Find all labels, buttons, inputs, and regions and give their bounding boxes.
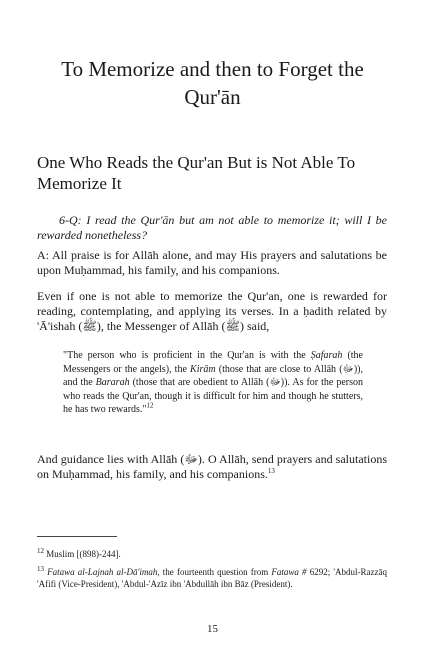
term-bararah: Bararah bbox=[95, 377, 130, 388]
footnote-number: 13 bbox=[37, 565, 44, 573]
section-title: One Who Reads the Qur'an But is Not Able To Memorize It bbox=[37, 153, 356, 193]
quote-text-3: (those that are close to Allāh ( bbox=[215, 363, 343, 375]
honorific-glyph: ﷻ bbox=[342, 363, 354, 375]
page-number: 15 bbox=[207, 623, 218, 635]
honorific-glyph: ﷺ bbox=[82, 319, 97, 333]
closing-text-1: And guidance lies with Allāh ( bbox=[37, 452, 185, 466]
honorific-glyph: ﷻ bbox=[269, 377, 281, 388]
footnote-fatawa: Fatawa # bbox=[271, 567, 307, 577]
quote-text-4: )), and the bbox=[63, 363, 363, 388]
footnote-text: Muslim [(898)-244]. bbox=[44, 549, 121, 559]
answer-paragraph: A: All praise is for Allāh alone, and may His prayers and salutations be upon Muḥammad, his family, and his companions. bbox=[37, 248, 387, 277]
footnote-divider bbox=[37, 536, 117, 537]
explanation-text-2: ), the Messenger of Allāh ( bbox=[96, 319, 226, 333]
quote-text-5: (those that are obedient to Allāh ( bbox=[129, 377, 270, 388]
honorific-glyph: ﷺ bbox=[225, 319, 240, 333]
explanation-paragraph bbox=[37, 289, 387, 334]
quote-text-2: (the Messengers or the angels), the bbox=[63, 350, 363, 375]
footnote-12 bbox=[37, 548, 387, 560]
footnote-ref[interactable]: 13 bbox=[267, 467, 275, 475]
quote-text-6: )). As for the person who reads the Qur'an, though it is difficult for him and though he stutters, he has two rewards." bbox=[63, 377, 363, 415]
footnote-ref[interactable]: 12 bbox=[146, 401, 154, 410]
footnote-source-title: Fatawa al-Lajnah al-Dā'imah bbox=[47, 567, 158, 577]
hadith-quote bbox=[63, 349, 363, 417]
footnote-13 bbox=[37, 566, 387, 590]
closing-paragraph bbox=[37, 452, 387, 482]
closing-text-2: ). O Allāh, send prayers and salutations on Muḥammad, his family, and his companions. bbox=[37, 452, 387, 481]
explanation-text-3: ) said, bbox=[239, 319, 270, 333]
honorific-glyph: ﷻ bbox=[184, 452, 198, 466]
footnote-number: 12 bbox=[37, 547, 44, 555]
term-safarah: Ṣafarah bbox=[310, 350, 343, 361]
footnote-text: , the fourteenth question from bbox=[157, 567, 272, 577]
footnote-text: 6292; 'Abdul-Razzāq 'Afifi (Vice-President), 'Abdul-'Azīz ibn 'Abdullāh ibn Bāz (President). bbox=[37, 567, 387, 589]
question-paragraph: 6-Q: I read the Qur'ān but am not able to memorize it; will I be rewarded nonetheless? bbox=[37, 213, 387, 242]
quote-text-1: "The person who is proficient in the Qur'an is with the bbox=[63, 350, 311, 361]
term-kiram: Kirām bbox=[190, 363, 216, 375]
chapter-title: To Memorize and then to Forget the Qur'ān bbox=[61, 57, 364, 109]
explanation-text-1: Even if one is not able to memorize the Qur'an, one is rewarded for reading, contemplating, and applying its verses. In a ḥadith related by 'Ā'ishah ( bbox=[37, 289, 387, 333]
